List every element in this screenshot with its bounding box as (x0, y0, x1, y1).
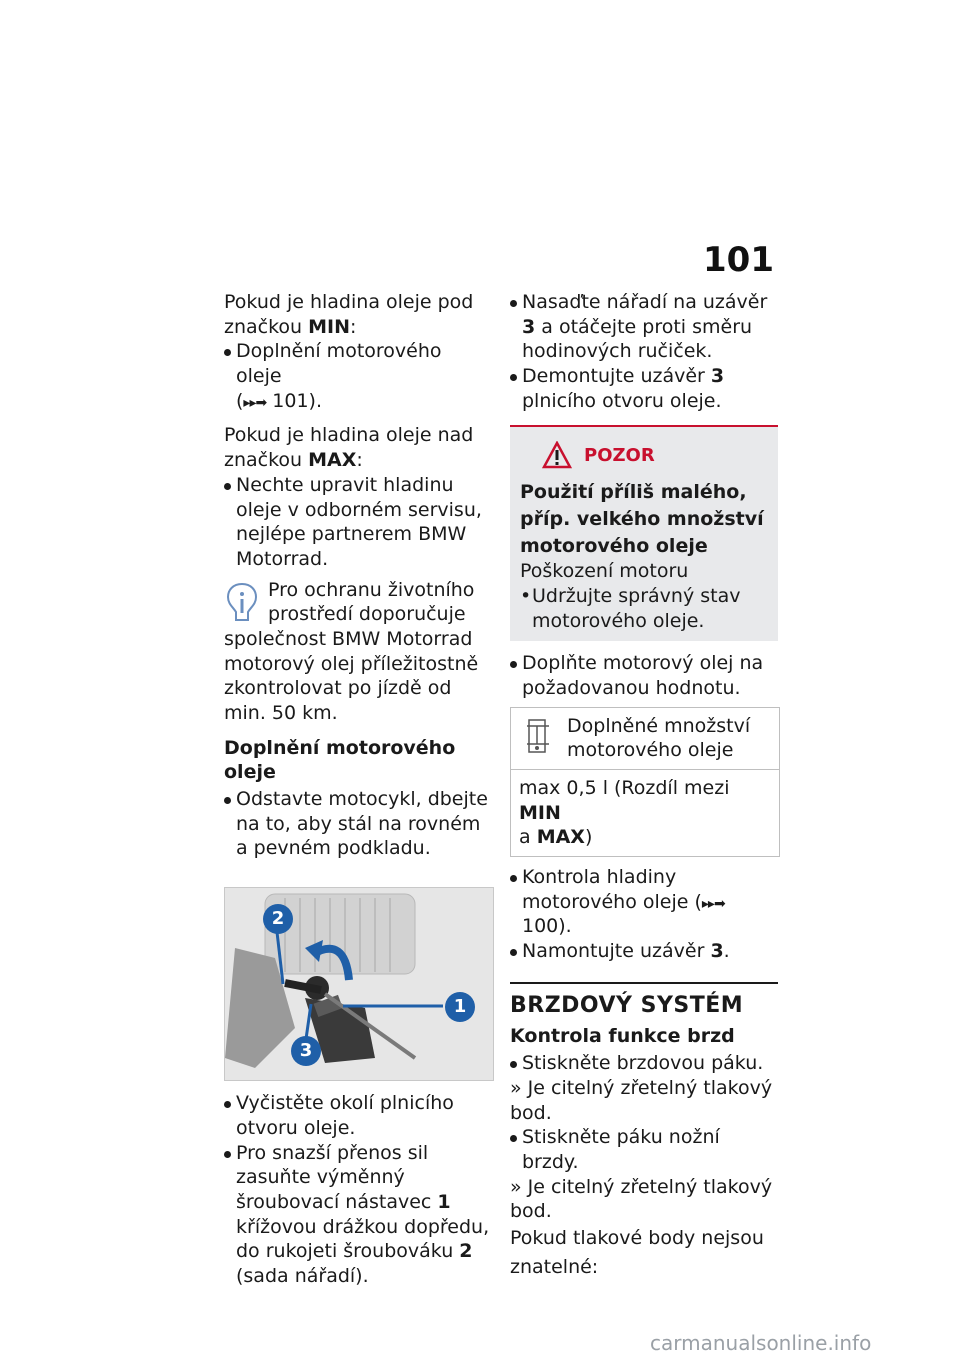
table-value (511, 770, 779, 856)
warning-heading: Použití příliš malého, příp. velkého množství motorového oleje (520, 481, 764, 557)
warning-triangle-icon (542, 441, 572, 469)
text: Pokud je hladina oleje nad (224, 424, 474, 447)
list-item-text (236, 1141, 492, 1289)
reference-text[interactable]: 100). (522, 915, 572, 938)
list-item-text: Stiskněte páku nožní brzdy. (522, 1126, 720, 1173)
warning-label: POZOR (584, 444, 655, 466)
list-item-text (522, 290, 778, 364)
min-label: MIN (519, 801, 561, 824)
bullet-icon (510, 300, 517, 307)
list-item (510, 364, 778, 413)
list-item (224, 473, 492, 572)
list-item (224, 339, 492, 413)
callout-2 (263, 904, 293, 934)
min-label: MIN (308, 315, 351, 338)
oil-gauge-icon (525, 718, 551, 754)
text: Pro snazší přenos sil zasuňte výměnný šroubovací nástavec (236, 1141, 438, 1213)
page-reference-link[interactable]: (▸▸➡ 101). (236, 389, 322, 412)
left-column (224, 290, 492, 1289)
text: a otáčejte proti směru hodinových ručiček. (522, 315, 753, 363)
bullet-icon (224, 349, 231, 356)
callout-3 (291, 1036, 321, 1066)
text: Demontujte uzávěr (522, 365, 711, 388)
part-number: 2 (459, 1240, 473, 1263)
text: značkou (224, 449, 309, 472)
bullet-icon (510, 949, 517, 956)
bullet-icon (224, 483, 231, 490)
max-label: MAX (308, 449, 357, 472)
text: ) (584, 826, 593, 849)
warning-bullet (520, 584, 768, 633)
watermark-text: carmanualsonline.info (650, 1331, 872, 1355)
paragraph: Pokud tlakové body nejsou znatelné: (510, 1226, 764, 1279)
paragraph-oil-above-max (224, 423, 492, 472)
sub-heading: Kontrola funkce brzd (510, 1025, 735, 1048)
info-note (224, 578, 492, 726)
arrow-right-icon[interactable]: ▸▸➡ (701, 895, 725, 912)
text: křížovou drážkou dopředu, do rukojeti šroubováku (236, 1215, 490, 1263)
list-item (510, 865, 778, 939)
oil-quantity-table (510, 707, 780, 857)
list-item (510, 1051, 778, 1076)
bullet-icon (510, 1135, 517, 1142)
callout-label: 2 (271, 908, 285, 930)
bullet-icon (510, 661, 517, 668)
text: . (723, 940, 730, 963)
text: : (350, 315, 357, 338)
text: značkou (224, 315, 309, 338)
table-header-text: Doplněné množství motorového oleje (567, 714, 751, 762)
bullet-icon: • (520, 584, 532, 607)
info-text: Pro ochranu životního prostředí doporučuje společnost BMW Motorrad motorový olej příležitostně zkontrolovat po jízdě od min. 50 km. (224, 578, 479, 724)
warning-box (510, 425, 778, 641)
engine-oil-filler-figure (224, 887, 494, 1081)
list-item-text (522, 865, 778, 939)
table-header (511, 708, 779, 770)
callout-1 (445, 992, 475, 1022)
list-item-text: Stiskněte brzdovou páku. (522, 1052, 764, 1075)
list-item-text: Doplnění motorového oleje (236, 340, 442, 388)
warning-text: Poškození motoru (520, 560, 689, 583)
text: max 0,5 l (Rozdíl mezi (519, 777, 730, 800)
list-item (224, 1091, 492, 1140)
callout-label: 1 (453, 996, 467, 1018)
text: plnicího otvoru oleje. (522, 389, 722, 412)
list-item-text: Odstavte motocykl, dbejte na to, aby stál na rovném a pevném podkladu. (236, 788, 488, 860)
section-title: BRZDOVÝ SYSTÉM (510, 982, 778, 1021)
result-line: » Je citelný zřetelný tlakový bod. (510, 1175, 773, 1223)
list-item (510, 1125, 778, 1174)
text: Kontrola hladiny motorového oleje ( (522, 866, 702, 913)
callout-label: 3 (299, 1040, 313, 1062)
part-number: 3 (710, 940, 724, 963)
bullet-icon (510, 1061, 517, 1068)
arrow-right-icon: ▸▸➡ (243, 394, 267, 411)
list-item-text: Nechte upravit hladinu oleje v odborném servisu, nejlépe partnerem BMW Motorrad. (236, 473, 482, 570)
page-number: 101 (703, 240, 774, 280)
right-column (510, 290, 778, 1283)
text: Namontujte uzávěr (522, 940, 711, 963)
text: Pokud je hladina oleje pod (224, 291, 474, 313)
list-item-text (522, 364, 778, 413)
text: (sada nářadí). (236, 1264, 369, 1287)
list-item-text (522, 939, 778, 964)
part-number: 3 (522, 315, 536, 338)
result-line: » Je citelný zřetelný tlakový bod. (510, 1076, 773, 1124)
bullet-icon (224, 797, 231, 804)
paragraph-oil-below-min (224, 290, 492, 339)
bullet-icon (510, 374, 517, 381)
list-item (224, 1141, 492, 1289)
text: Nasaďte nářadí na uzávěr (522, 291, 768, 313)
text: a (519, 826, 537, 849)
list-item (224, 787, 492, 861)
bullet-icon (224, 1151, 231, 1158)
text: : (356, 449, 363, 472)
part-number: 1 (437, 1190, 451, 1213)
section-heading: Doplnění motorového oleje (224, 736, 456, 784)
list-item (510, 290, 778, 364)
list-item (510, 651, 778, 700)
max-label: MAX (536, 826, 585, 849)
reference-text: 101). (272, 389, 322, 412)
info-icon (224, 580, 260, 626)
list-item-text: Doplňte motorový olej na požadovanou hodnotu. (522, 652, 764, 699)
bullet-icon (224, 1101, 231, 1108)
list-item-text: Vyčistěte okolí plnicího otvoru oleje. (236, 1092, 454, 1139)
warning-title (542, 441, 768, 469)
warning-bullet-text: Udržujte správný stav motorového oleje. (532, 584, 741, 632)
part-number: 3 (710, 365, 725, 388)
list-item (510, 939, 778, 964)
bullet-icon (510, 875, 517, 882)
